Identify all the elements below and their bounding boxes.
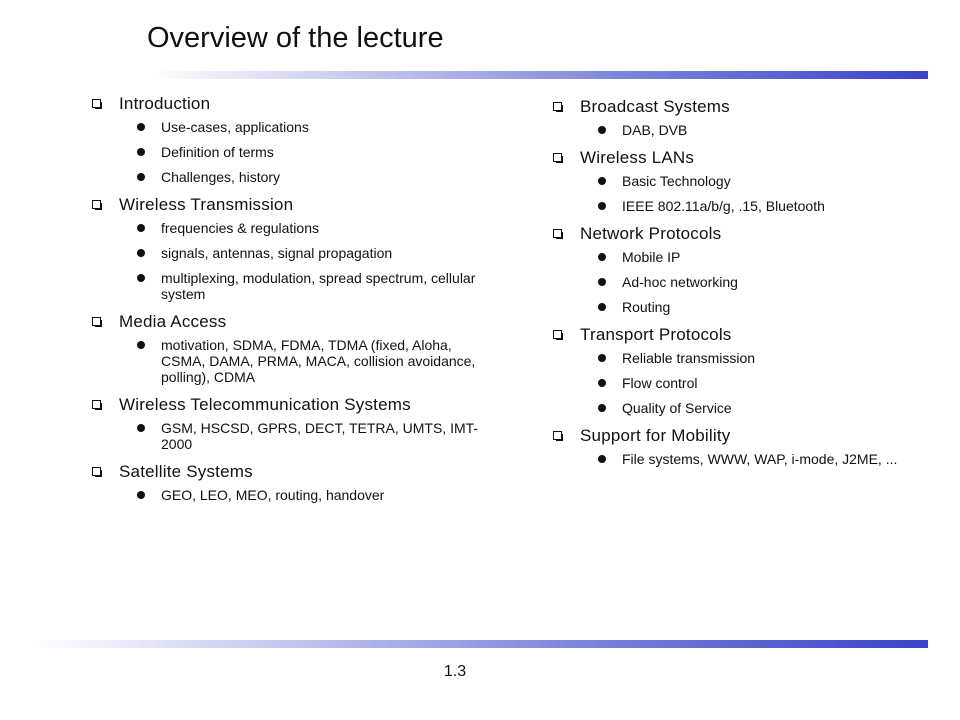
list-item [598, 249, 933, 265]
square-bullet-icon [92, 400, 102, 410]
list-item [598, 274, 933, 290]
bullet-list [553, 122, 933, 138]
bullet-dot-icon [137, 224, 145, 232]
section-broadcast-systems [553, 96, 933, 138]
section-heading-text: Wireless Telecommunication Systems [119, 395, 411, 414]
section-heading [92, 311, 482, 332]
section-heading-text: Support for Mobility [580, 426, 731, 445]
section-wireless-lans [553, 147, 933, 214]
section-heading [553, 96, 933, 117]
section-heading-text: Network Protocols [580, 224, 722, 243]
title-underline-bar [147, 71, 928, 79]
bullet-dot-icon [137, 491, 145, 499]
square-bullet-icon [553, 431, 563, 441]
bullet-list [553, 249, 933, 315]
bullet-dot-icon [598, 253, 606, 261]
slide-title: Overview of the lecture [147, 22, 444, 54]
list-item [137, 245, 482, 261]
bullet-list [553, 173, 933, 214]
page-number: 1.3 [443, 663, 467, 680]
list-item [598, 350, 933, 366]
list-item [598, 198, 933, 214]
bullet-dot-icon [137, 123, 145, 131]
bullet-list [92, 220, 482, 302]
list-item-text: Ad-hoc networking [622, 274, 738, 290]
bullet-dot-icon [598, 202, 606, 210]
section-heading-text: Introduction [119, 94, 211, 113]
bullet-dot-icon [598, 126, 606, 134]
bullet-list [92, 487, 482, 503]
list-item-text: Definition of terms [161, 144, 274, 160]
list-item-text: Reliable transmission [622, 350, 756, 366]
bullet-dot-icon [137, 424, 145, 432]
list-item-text: frequencies & regulations [161, 220, 319, 236]
bullet-dot-icon [137, 249, 145, 257]
square-bullet-icon [92, 317, 102, 327]
list-item [137, 270, 482, 302]
section-satellite-systems [92, 461, 482, 503]
bullet-dot-icon [598, 303, 606, 311]
list-item-text: motivation, SDMA, FDMA, TDMA (fixed, Aloha, CSMA, DAMA, PRMA, MACA, collision avoidance, polling), CDMA [161, 337, 476, 385]
list-item-text: File systems, WWW, WAP, i-mode, J2ME, ... [622, 451, 898, 467]
list-item [137, 337, 482, 385]
list-item [598, 400, 933, 416]
square-bullet-icon [92, 467, 102, 477]
bullet-list [92, 119, 482, 185]
square-bullet-icon [92, 200, 102, 210]
square-bullet-icon [92, 99, 102, 109]
square-bullet-icon [553, 229, 563, 239]
section-heading-text: Transport Protocols [580, 325, 732, 344]
bullet-dot-icon [598, 455, 606, 463]
list-item [137, 169, 482, 185]
left-column [92, 93, 482, 512]
list-item [137, 119, 482, 135]
square-bullet-icon [553, 330, 563, 340]
section-network-protocols [553, 223, 933, 315]
bullet-dot-icon [598, 404, 606, 412]
list-item-text: Challenges, history [161, 169, 281, 185]
bullet-list [553, 350, 933, 416]
list-item-text: GSM, HSCSD, GPRS, DECT, TETRA, UMTS, IMT-2000 [161, 420, 479, 452]
section-heading [92, 394, 482, 415]
bullet-dot-icon [598, 379, 606, 387]
bullet-dot-icon [137, 341, 145, 349]
list-item [598, 122, 933, 138]
section-heading [553, 425, 933, 446]
bullet-list [92, 420, 482, 452]
bullet-dot-icon [598, 177, 606, 185]
section-media-access [92, 311, 482, 385]
section-heading [553, 147, 933, 168]
footer-bar [32, 640, 928, 648]
section-heading [92, 461, 482, 482]
list-item [137, 220, 482, 236]
section-heading-text: Wireless Transmission [119, 195, 294, 214]
section-support-for-mobility [553, 425, 933, 467]
list-item-text: Basic Technology [622, 173, 731, 189]
section-heading-text: Broadcast Systems [580, 97, 730, 116]
list-item [137, 420, 482, 452]
bullet-list [553, 451, 933, 467]
section-transport-protocols [553, 324, 933, 416]
list-item [137, 487, 482, 503]
list-item [598, 173, 933, 189]
list-item-text: DAB, DVB [622, 122, 688, 138]
square-bullet-icon [553, 102, 563, 112]
bullet-dot-icon [137, 274, 145, 282]
section-heading-text: Media Access [119, 312, 227, 331]
list-item-text: Mobile IP [622, 249, 681, 265]
list-item-text: GEO, LEO, MEO, routing, handover [161, 487, 385, 503]
list-item [137, 144, 482, 160]
bullet-dot-icon [598, 278, 606, 286]
list-item-text: Flow control [622, 375, 698, 391]
right-column [553, 96, 933, 476]
list-item-text: Quality of Service [622, 400, 732, 416]
list-item [598, 451, 933, 467]
bullet-list [92, 337, 482, 385]
bullet-dot-icon [137, 173, 145, 181]
section-wireless-transmission [92, 194, 482, 302]
bullet-dot-icon [137, 148, 145, 156]
bullet-dot-icon [598, 354, 606, 362]
section-heading [553, 324, 933, 345]
list-item [598, 299, 933, 315]
square-bullet-icon [553, 153, 563, 163]
list-item-text: Use-cases, applications [161, 119, 309, 135]
list-item [598, 375, 933, 391]
section-heading [92, 194, 482, 215]
list-item-text: signals, antennas, signal propagation [161, 245, 393, 261]
section-heading [553, 223, 933, 244]
list-item-text: Routing [622, 299, 671, 315]
list-item-text: IEEE 802.11a/b/g, .15, Bluetooth [622, 198, 825, 214]
list-item-text: multiplexing, modulation, spread spectrum, cellular system [161, 270, 476, 302]
section-heading-text: Satellite Systems [119, 462, 253, 481]
section-heading-text: Wireless LANs [580, 148, 695, 167]
section-heading [92, 93, 482, 114]
section-wireless-telecommunication [92, 394, 482, 452]
section-introduction [92, 93, 482, 185]
